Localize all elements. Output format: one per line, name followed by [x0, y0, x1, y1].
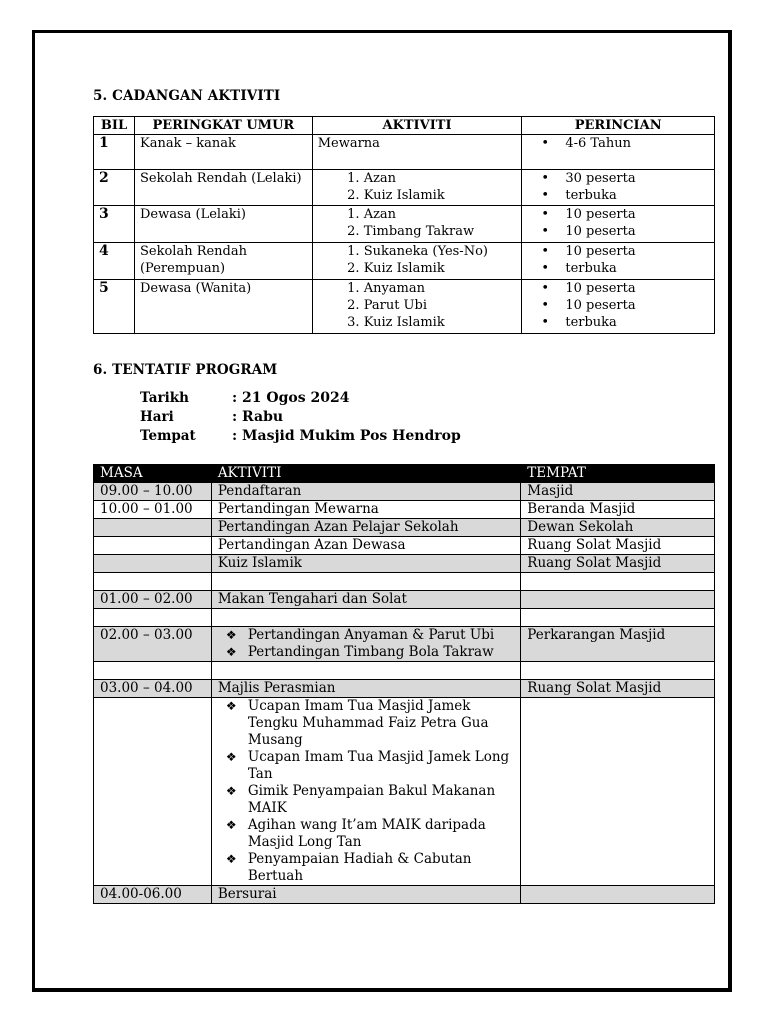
tarikh-label: Tarikh [140, 390, 189, 406]
aktiviti-cell [211, 627, 520, 662]
tempat-value: : Masjid Mukim Pos Hendrop [232, 428, 461, 444]
hari-value: : Rabu [232, 409, 284, 425]
list-item: • 10 peserta [555, 223, 709, 240]
table-row [94, 662, 715, 680]
table-row [94, 537, 715, 555]
aktiviti-cell: Pertandingan Azan Dewasa [211, 537, 520, 555]
masa-cell [94, 698, 212, 886]
info-tempat [140, 428, 461, 444]
masa-cell: 03.00 – 04.00 [94, 680, 212, 698]
perincian-cell [522, 243, 715, 280]
list-item: ❖ Ucapan Imam Tua Masjid Jamek Tengku Muhammad Faiz Petra Gua Musang [226, 698, 514, 749]
table-row [94, 501, 715, 519]
list-item: • 30 peserta [555, 170, 709, 187]
list-item: ❖ Gimik Penyampaian Bakul Makanan MAIK [226, 783, 514, 817]
list-item: • 10 peserta [555, 206, 709, 223]
tempat-cell: Ruang Solat Masjid [521, 680, 715, 698]
list-item: 1. Azan [364, 170, 517, 187]
masa-cell [94, 519, 212, 537]
masa-cell: 04.00-06.00 [94, 886, 212, 904]
table-row [94, 609, 715, 627]
umur-cell: Sekolah Rendah (Perempuan) [134, 243, 312, 280]
aktiviti-cell: Bersurai [211, 886, 520, 904]
list-item: ❖ Penyampaian Hadiah & Cabutan Bertuah [226, 851, 514, 885]
aktiviti-cell [211, 573, 520, 591]
list-item: • 10 peserta [555, 243, 709, 260]
info-tarikh [140, 390, 349, 406]
tempat-cell: Ruang Solat Masjid [521, 537, 715, 555]
table-row [94, 519, 715, 537]
list-item: ❖ Agihan wang It’am MAIK daripada Masjid Long Tan [226, 817, 514, 851]
list-item: • terbuka [555, 260, 709, 277]
masa-cell: 09.00 – 10.00 [94, 483, 212, 501]
table-row [94, 206, 715, 243]
aktiviti-cell [211, 662, 520, 680]
perincian-cell [522, 135, 715, 170]
list-item: 1. Azan [364, 206, 517, 223]
header-bil: BIL [94, 117, 135, 135]
perincian-cell [522, 206, 715, 243]
tempat-cell: Dewan Sekolah [521, 519, 715, 537]
umur-cell: Dewasa (Lelaki) [134, 206, 312, 243]
perincian-cell [522, 280, 715, 334]
bil-cell: 4 [94, 243, 135, 280]
umur-cell: Kanak – kanak [134, 135, 312, 170]
tempat-cell: Masjid [521, 483, 715, 501]
header-masa: MASA [94, 465, 212, 483]
hari-label: Hari [140, 409, 174, 425]
table-row [94, 280, 715, 334]
table-row [94, 170, 715, 206]
bil-cell: 2 [94, 170, 135, 206]
table-row [94, 573, 715, 591]
table-header-row [94, 117, 715, 135]
tempat-cell [521, 591, 715, 609]
table-row [94, 243, 715, 280]
list-item: • 4-6 Tahun [555, 135, 709, 152]
table-row [94, 698, 715, 886]
list-item: 2. Kuiz Islamik [364, 260, 517, 277]
aktiviti-cell [211, 698, 520, 886]
table-header-row [94, 465, 715, 483]
list-item: • 10 peserta [555, 297, 709, 314]
header-peringkat-umur: PERINGKAT UMUR [134, 117, 312, 135]
list-item: ❖ Ucapan Imam Tua Masjid Jamek Long Tan [226, 749, 514, 783]
info-hari [140, 409, 283, 425]
list-item: • terbuka [555, 314, 709, 331]
aktiviti-cell: Pertandingan Mewarna [211, 501, 520, 519]
table-row [94, 135, 715, 170]
header-perincian: PERINCIAN [522, 117, 715, 135]
masa-cell: 10.00 – 01.00 [94, 501, 212, 519]
list-item: 2. Parut Ubi [364, 297, 517, 314]
aktiviti-cell [312, 243, 522, 280]
table-row [94, 555, 715, 573]
table-row [94, 591, 715, 609]
masa-cell: 02.00 – 03.00 [94, 627, 212, 662]
masa-cell [94, 555, 212, 573]
masa-cell [94, 537, 212, 555]
table-row [94, 680, 715, 698]
aktiviti-cell: Pertandingan Azan Pelajar Sekolah [211, 519, 520, 537]
list-item: ❖ Pertandingan Timbang Bola Takraw [226, 644, 514, 661]
masa-cell: 01.00 – 02.00 [94, 591, 212, 609]
tempat-cell [521, 609, 715, 627]
perincian-cell [522, 170, 715, 206]
section-5-title: 5. CADANGAN AKTIVITI [93, 88, 281, 104]
bil-cell: 1 [94, 135, 135, 170]
tempat-cell [521, 698, 715, 886]
bil-cell: 5 [94, 280, 135, 334]
aktiviti-cell: Pendaftaran [211, 483, 520, 501]
masa-cell [94, 662, 212, 680]
aktiviti-cell: Majlis Perasmian [211, 680, 520, 698]
header-aktiviti: AKTIVITI [211, 465, 520, 483]
aktiviti-cell: Makan Tengahari dan Solat [211, 591, 520, 609]
bil-cell: 3 [94, 206, 135, 243]
header-tempat: TEMPAT [521, 465, 715, 483]
list-item: • terbuka [555, 187, 709, 204]
aktiviti-cell: Mewarna [312, 135, 522, 170]
tempat-label: Tempat [140, 428, 196, 444]
table-row [94, 886, 715, 904]
umur-cell: Sekolah Rendah (Lelaki) [134, 170, 312, 206]
aktiviti-cell [312, 206, 522, 243]
header-aktiviti: AKTIVITI [312, 117, 522, 135]
tempat-cell: Beranda Masjid [521, 501, 715, 519]
aktiviti-cell [211, 609, 520, 627]
masa-cell [94, 573, 212, 591]
aktiviti-cell [312, 170, 522, 206]
tempat-cell: Ruang Solat Masjid [521, 555, 715, 573]
tentatif-program-table [93, 464, 715, 904]
tarikh-value: : 21 Ogos 2024 [232, 390, 350, 406]
tempat-cell [521, 886, 715, 904]
tempat-cell [521, 662, 715, 680]
cadangan-aktiviti-table [93, 116, 715, 334]
table-row [94, 627, 715, 662]
table-row [94, 483, 715, 501]
section-6-title: 6. TENTATIF PROGRAM [93, 362, 278, 378]
list-item: ❖ Pertandingan Anyaman & Parut Ubi [226, 627, 514, 644]
aktiviti-cell [312, 280, 522, 334]
list-item: 1. Anyaman [364, 280, 517, 297]
umur-cell: Dewasa (Wanita) [134, 280, 312, 334]
list-item: 2. Timbang Takraw [364, 223, 517, 240]
tempat-cell [521, 573, 715, 591]
list-item: 2. Kuiz Islamik [364, 187, 517, 204]
list-item: • 10 peserta [555, 280, 709, 297]
list-item: 3. Kuiz Islamik [364, 314, 517, 331]
tempat-cell: Perkarangan Masjid [521, 627, 715, 662]
list-item: 1. Sukaneka (Yes-No) [364, 243, 517, 260]
aktiviti-cell: Kuiz Islamik [211, 555, 520, 573]
masa-cell [94, 609, 212, 627]
